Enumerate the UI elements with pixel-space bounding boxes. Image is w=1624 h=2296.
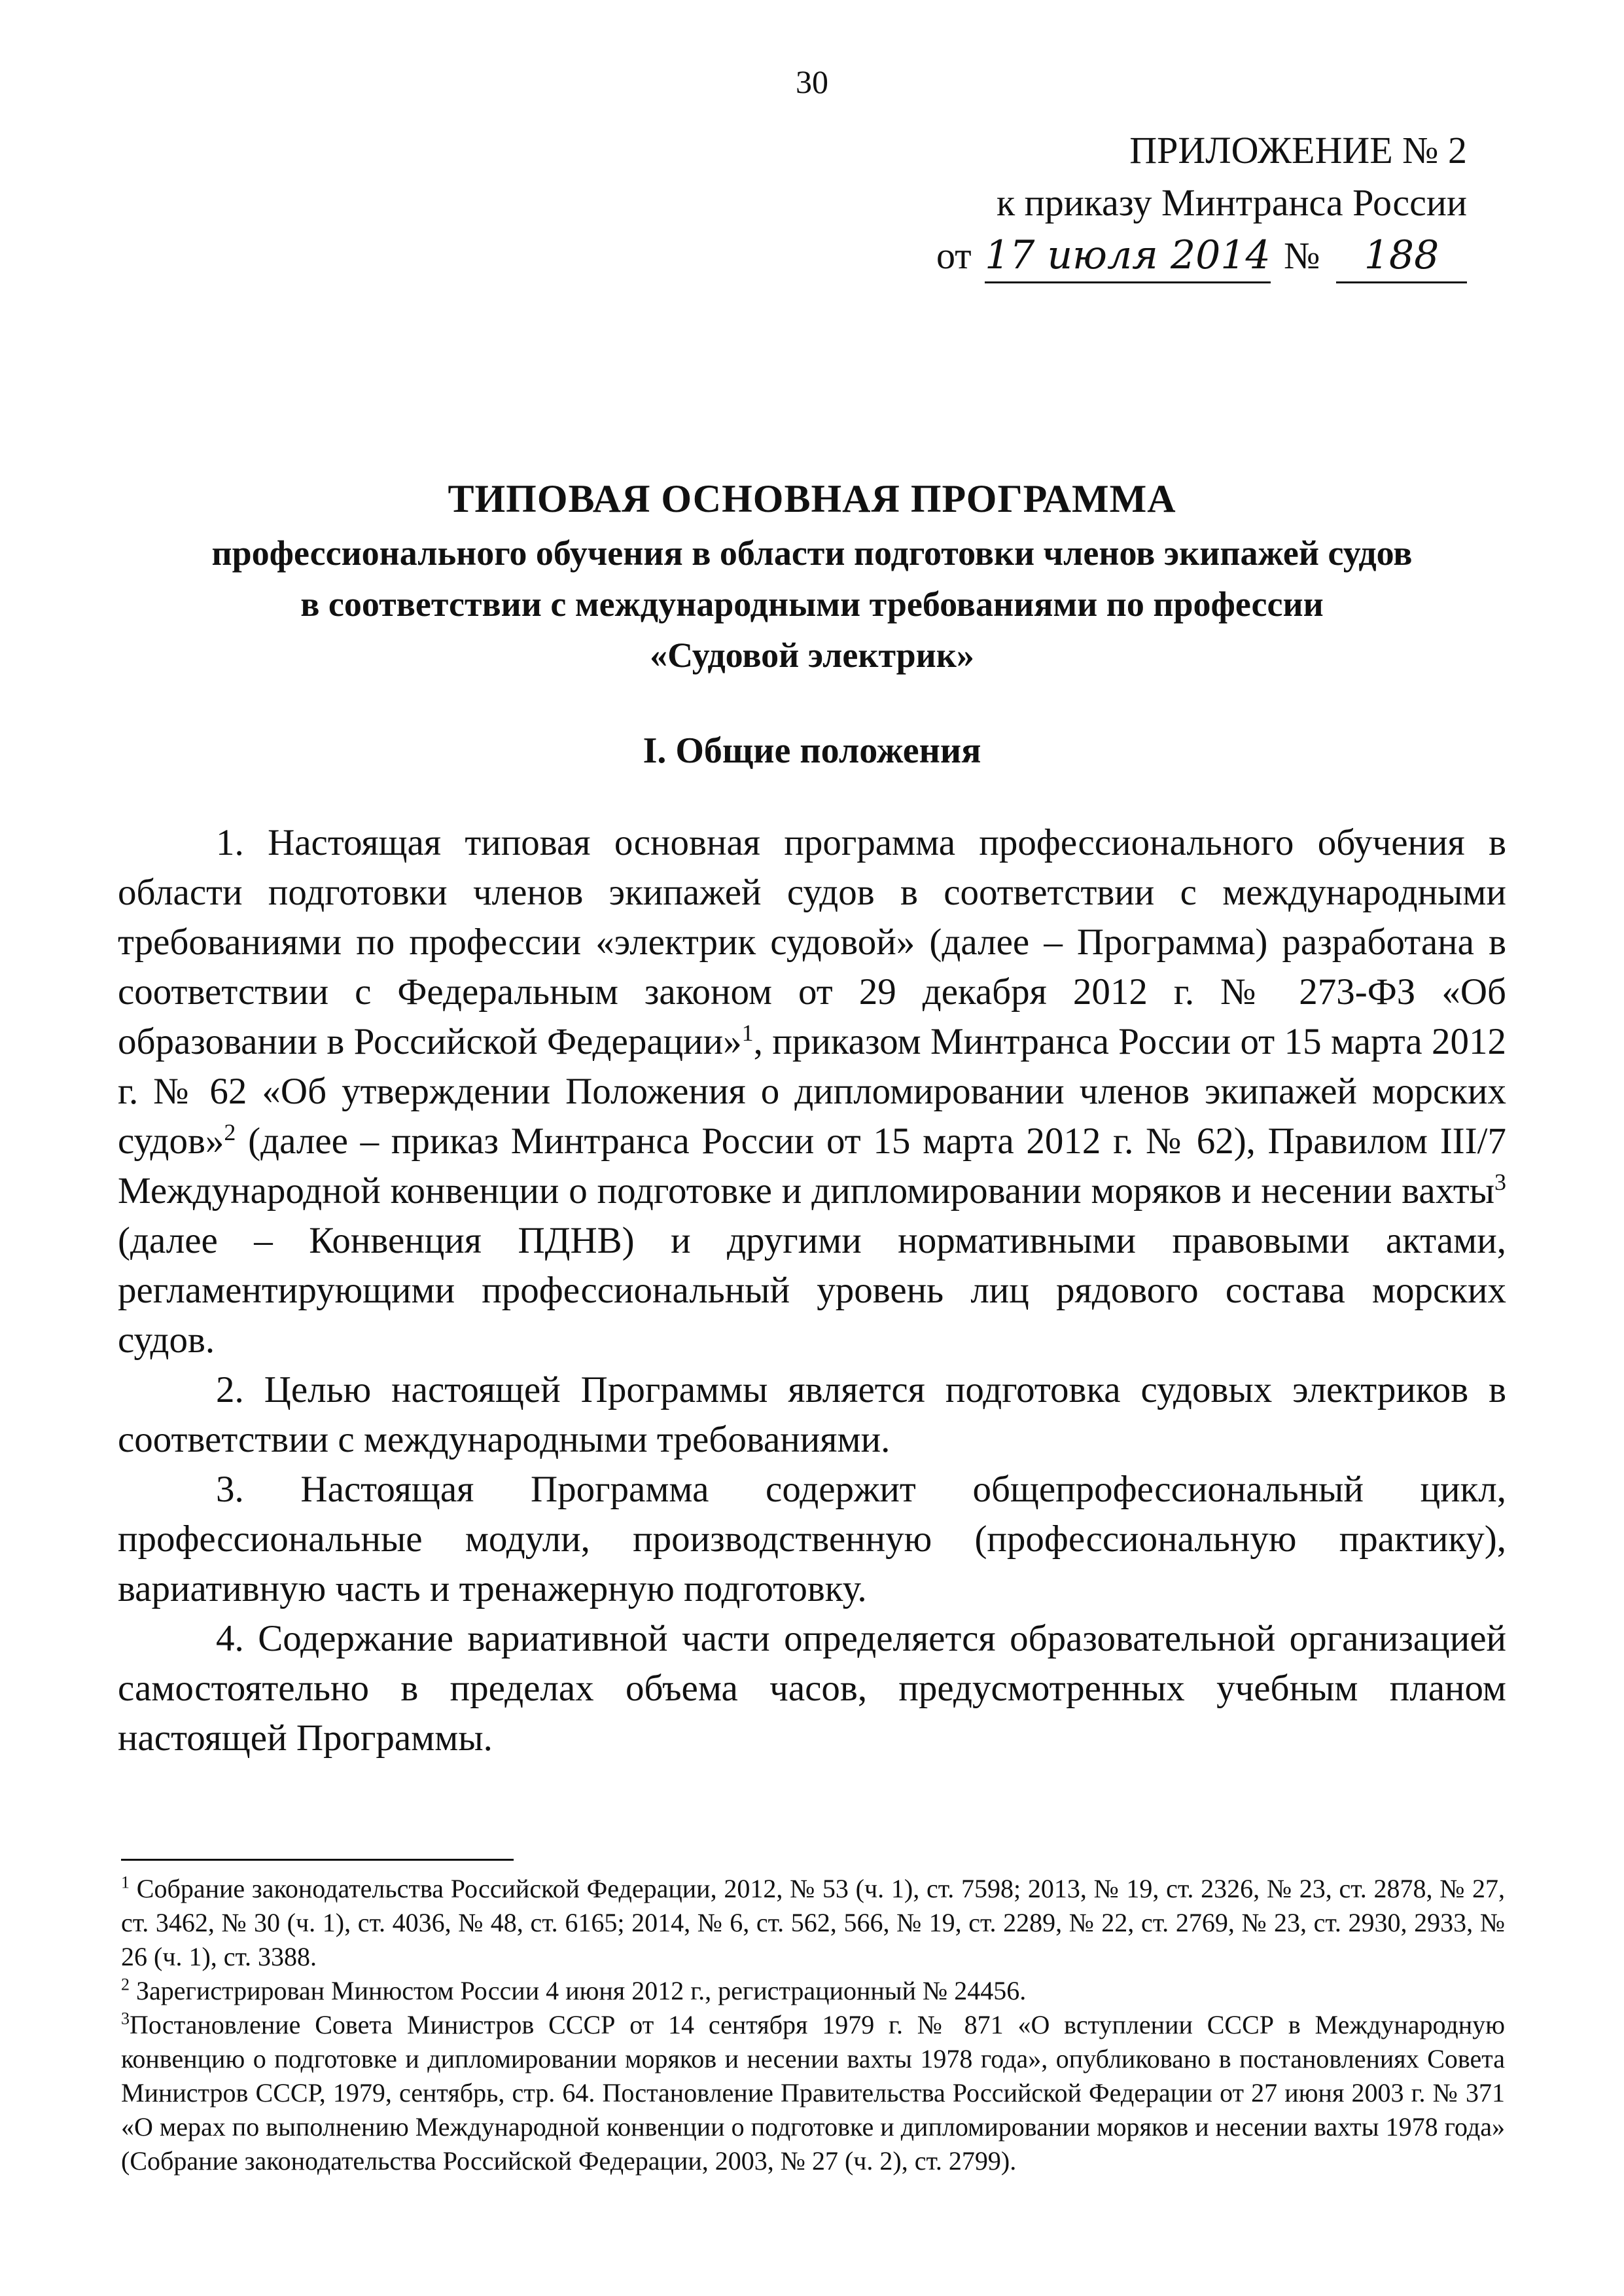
appendix-order-reference: к приказу Минтранса России <box>997 181 1467 224</box>
footnote-divider <box>121 1859 514 1861</box>
handwritten-date: 17 июля 2014 <box>985 229 1271 283</box>
footnote-ref-3: 3 <box>1494 1169 1506 1195</box>
paragraph-4: 4. Содержание вариативной части определяется образовательной организацией самостоятельно в пределах объема часов, предусмотренных учебным планом настоящей Программы. <box>118 1618 1506 1759</box>
footnotes <box>121 1872 1505 2178</box>
footnote-ref-2: 2 <box>224 1119 236 1145</box>
footnote-2: $^2$ Зарегистрирован Минюстом России 4 июня 2012 г., регистрационный № 24456. <box>121 1975 1027 2005</box>
paragraph-2: 2. Целью настоящей Программы является подготовка судовых электриков в соответствии с международными требованиями. <box>118 1369 1506 1460</box>
paragraph-3: 3. Настоящая Программа содержит общепрофессиональный цикл, профессиональные модули, производственную (профессиональную практику), вариативную часть и тренажерную подготовку. <box>118 1469 1506 1609</box>
title-line-1: профессионального обучения в области подготовки членов экипажей судов <box>211 533 1413 573</box>
title-line-2: в соответствии с международными требованиями по профессии <box>300 584 1324 624</box>
footnote-ref-1: 1 <box>741 1020 754 1046</box>
appendix-header <box>936 124 1467 283</box>
title-line-3: «Судовой электрик» <box>650 636 974 675</box>
section-heading: I. Общие положения <box>643 730 981 771</box>
page-number: 30 <box>796 63 828 100</box>
paragraph-1: 1. Настоящая типовая основная программа профессионального обучения в области подготовки членов экипажей судов в соответствии с международными требованиями по профессии «электрик судовой» (далее – Программа) разработана в соответствии с Федеральным законом от 29 декабря 2012 г. № 273-ФЗ «Об образовании в Российской Федерации»$^1$, приказом Минтранса России от 15 марта 2012 г. № 62 «Об утверждении Положения о дипломировании членов экипажей морских судов»$^2$ (далее – приказ Минтранса России от 15 марта 2012 г. № 62), Правилом III/7 Международной конвенции о подготовке и дипломировании моряков и несении вахты$^3$ (далее – Конвенция ПДНВ) и другими нормативными правовыми актами, регламентирующими профессиональный уровень лиц рядового состава морских судов. <box>118 822 1506 1361</box>
from-label: от <box>936 234 972 277</box>
appendix-title: ПРИЛОЖЕНИЕ № 2 <box>1129 129 1467 171</box>
handwritten-number: 188 <box>1336 229 1467 283</box>
body-text <box>118 818 1506 1763</box>
footnote-3: $^3$Постановление Совета Министров СССР от 14 сентября 1979 г. № 871 «О вступлении СССР в Международную конвенцию о подготовке и дипломировании моряков и несении вахты 1978 года», опубликовано в постановлениях Совета Министров СССР, 1979, сентябрь, стр. 64. Постановление Правительства Российской Федерации от 27 июня 2003 г. № 371 «О мерах по выполнению Международной конвенции о подготовке и дипломировании моряков и несении вахты 1978 года» (Собрание законодательства Российской Федерации, 2003, № 27 (ч. 2), ст. 2799). <box>121 2009 1505 2176</box>
appendix-date-line <box>936 229 1467 283</box>
document-title <box>105 470 1519 681</box>
footnote-1: $^1$ Собрание законодательства Российской Федерации, 2012, № 53 (ч. 1), ст. 7598; 2013, № 19, ст. 2326, № 23, ст. 2878, № 27, ст. 3462, № 30 (ч. 1), ст. 4036, № 48, ст. 6165; 2014, № 6, ст. 562, 566, № 19, ст. 2289, № 22, ст. 2769, № 23, ст. 2930, 2933, № 26 (ч. 1), ст. 3388. <box>121 1873 1505 1971</box>
title-main: ТИПОВАЯ ОСНОВНАЯ ПРОГРАММА <box>448 477 1176 520</box>
number-label: № <box>1284 234 1320 277</box>
